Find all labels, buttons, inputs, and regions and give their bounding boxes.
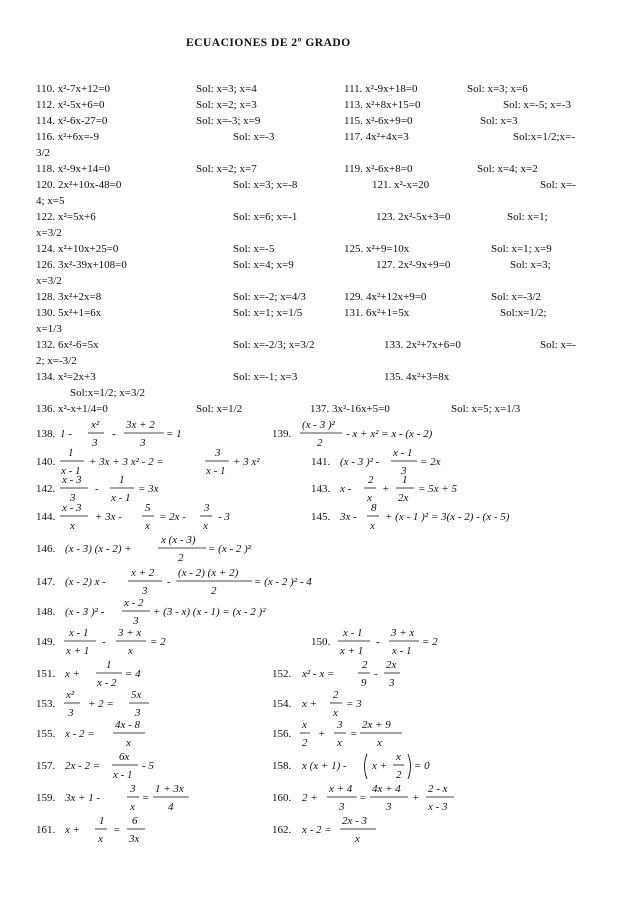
sol-111: Sol: x=3; x=6	[467, 83, 528, 95]
eq-148-den: 3	[133, 615, 139, 627]
eq-148-part: (x - 3 )² -	[65, 606, 105, 618]
eq-110: 110. x²-7x+12=0	[36, 83, 110, 95]
sol-132: Sol: x=-2/3; x=3/2	[233, 339, 315, 351]
eq-139-num: (x - 3 )²	[302, 419, 335, 431]
eq-160-num3: 2 - x	[428, 783, 448, 795]
eq-137: 137. 3x²-16x+5=0	[310, 403, 390, 415]
eq-138-num1: x²	[91, 419, 100, 431]
sol-124: Sol: x=-5	[233, 243, 275, 255]
eq-147-part: -	[167, 576, 171, 588]
eq-151-num: 1	[106, 659, 112, 671]
eq-150-num1: x - 1	[343, 627, 363, 639]
eq-160-num1: x + 4	[329, 783, 353, 795]
eq-161-part: =	[113, 824, 121, 836]
sol-121-cont: 4; x=5	[36, 195, 65, 207]
eq-147-num2: (x - 2) (x + 2)	[178, 567, 239, 579]
num-138: 138.	[36, 428, 56, 440]
eq-144-den1: x	[70, 520, 75, 532]
sol-128: Sol: x=-2; x=4/3	[233, 291, 306, 303]
eq-128: 128. 3x²+2x=8	[36, 291, 102, 303]
eq-145-part: 3x -	[340, 511, 357, 523]
eq-143-part: = 5x + 5	[418, 483, 457, 495]
eq-148-part: + (3 - x) (x - 1) = (x - 2 )²	[153, 606, 266, 618]
eq-153-den1: 3	[68, 707, 74, 719]
eq-112: 112. x²-5x+6=0	[36, 99, 105, 111]
eq-153-num1: x²	[66, 689, 75, 701]
num-158: 158.	[272, 760, 292, 772]
eq-139-den: 2	[317, 437, 323, 449]
eq-130: 130. 5x²+1=6x	[36, 307, 102, 319]
eq-161-den2: 3x	[129, 833, 140, 845]
eq-155-den: x	[126, 737, 131, 749]
num-156: 156.	[272, 728, 292, 740]
eq-156-part: +	[318, 728, 326, 740]
eq-150-num2: 3 + x	[391, 627, 415, 639]
eq-150-part: -	[376, 636, 380, 648]
eq-120: 120. 2x²+10x-48=0	[36, 179, 122, 191]
eq-132: 132. 6x²-6=5x	[36, 339, 99, 351]
eq-140-part: + 3 x²	[233, 456, 260, 468]
eq-160-part: +	[412, 792, 420, 804]
eq-141-part: (x - 3 )² -	[340, 456, 380, 468]
num-141: 141.	[311, 456, 331, 468]
eq-136: 136. x²-x+1/4=0	[36, 403, 108, 415]
eq-144-num1: x - 3	[62, 502, 82, 514]
eq-125: 125. x²+9=10x	[344, 243, 410, 255]
eq-126: 126. 3x²-39x+108=0	[36, 259, 127, 271]
eq-141-den: 3	[401, 465, 407, 477]
eq-160-part: 2 +	[302, 792, 318, 804]
eq-156-den2: x	[337, 737, 342, 749]
sol-133-cont: 2; x=-3/2	[36, 355, 77, 367]
num-161: 161.	[36, 824, 56, 836]
eq-152-part: -	[374, 668, 378, 680]
eq-140-den2: x - 1	[206, 465, 226, 477]
num-160: 160.	[272, 792, 292, 804]
left-paren	[365, 754, 368, 779]
eq-157-den: x - 1	[113, 769, 133, 781]
eq-142-den2: x - 1	[111, 492, 131, 504]
eq-150-den2: x - 1	[392, 645, 412, 657]
eq-143-num1: 2	[368, 474, 374, 486]
eq-156-den1: 2	[302, 737, 308, 749]
num-149: 149.	[36, 636, 56, 648]
eq-121: 121. x²-x=20	[372, 179, 430, 191]
sol-123-cont: x=3/2	[36, 227, 62, 239]
eq-159-num1: 3	[130, 783, 136, 795]
sol-137: Sol: x=5; x=1/3	[451, 403, 521, 415]
eq-140-num2: 3	[215, 447, 221, 459]
eq-158-num: x	[396, 751, 401, 763]
num-157: 157.	[36, 760, 56, 772]
eq-159-part: 3x + 1 -	[65, 792, 101, 804]
eq-162-den: x	[355, 833, 360, 845]
eq-141-num: x - 1	[393, 447, 413, 459]
eq-156-den3: x	[377, 737, 382, 749]
eq-138-part: = 1	[166, 428, 182, 440]
eq-140-num1: 1	[68, 447, 74, 459]
eq-155-part: x - 2 =	[65, 728, 95, 740]
sol-117-cont: 3/2	[36, 147, 51, 159]
eq-138-part: -	[112, 428, 116, 440]
eq-158-part: x +	[372, 760, 388, 772]
eq-160-den3: x - 3	[428, 801, 448, 813]
sol-113: Sol: x=-5; x=-3	[503, 99, 572, 111]
eq-142-part: -	[95, 483, 99, 495]
eq-153-part: + 2 =	[88, 698, 114, 710]
eq-143-den2: 2x	[398, 492, 409, 504]
eq-158-den: 2	[396, 769, 402, 781]
eq-156-num2: 3	[337, 719, 343, 731]
eq-154-den: x	[333, 707, 338, 719]
eq-158-part: = 0	[414, 760, 430, 772]
eq-143-den1: x	[367, 492, 372, 504]
num-151: 151.	[36, 668, 56, 680]
eq-149-den2: x	[128, 645, 133, 657]
right-paren	[408, 754, 411, 779]
eq-160-den1: 3	[339, 801, 345, 813]
eq-147-den1: 3	[142, 585, 148, 597]
eq-157-part: 2x - 2 =	[65, 760, 101, 772]
eq-153-den2: 3	[135, 707, 141, 719]
eq-134: 134. x²=2x+3	[36, 371, 96, 383]
eq-129: 129. 4x²+12x+9=0	[344, 291, 427, 303]
eq-147-den2: 2	[211, 585, 217, 597]
eq-158-part: x (x + 1) -	[302, 760, 347, 772]
eq-154-part: = 3	[346, 698, 362, 710]
eq-111: 111. x²-9x+18=0	[344, 83, 418, 95]
num-147: 147.	[36, 576, 56, 588]
eq-152-num1: 2	[362, 659, 368, 671]
eq-160-num2: 4x + 4	[372, 783, 401, 795]
eq-127: 127. 2x²-9x+9=0	[376, 259, 451, 271]
eq-142-part: = 3x	[138, 483, 159, 495]
eq-122: 122. x²=5x+6	[36, 211, 96, 223]
eq-160-den2: 3	[386, 801, 392, 813]
eq-146-den: 2	[178, 552, 184, 564]
eq-152-part: x² - x =	[302, 668, 335, 680]
eq-148-num: x - 2	[124, 597, 144, 609]
eq-154-part: x +	[302, 698, 318, 710]
sol-133: Sol: x=-	[540, 339, 576, 351]
eq-147-part: = (x - 2 )² - 4	[254, 576, 312, 588]
eq-154-num: 2	[333, 689, 339, 701]
eq-149-num2: 3 + x	[118, 627, 142, 639]
eq-131: 131. 6x²+1=5x	[344, 307, 410, 319]
eq-123: 123. 2x²-5x+3=0	[376, 211, 451, 223]
sol-116: Sol: x=-3	[233, 131, 275, 143]
eq-117: 117. 4x²+4x=3	[344, 131, 409, 143]
eq-149-den1: x + 1	[66, 645, 90, 657]
eq-124: 124. x²+10x+25=0	[36, 243, 119, 255]
eq-160-part: =	[359, 792, 367, 804]
eq-139-part: - x + x² = x - (x - 2)	[346, 428, 433, 440]
eq-153-num2: 5x	[131, 689, 142, 701]
num-148: 148.	[36, 606, 56, 618]
eq-149-num1: x - 1	[69, 627, 89, 639]
num-145: 145.	[311, 511, 331, 523]
num-159: 159.	[36, 792, 56, 804]
eq-144-den2: x	[145, 520, 150, 532]
num-139: 139.	[272, 428, 292, 440]
eq-150-part: = 2	[422, 636, 438, 648]
sol-131: Sol:x=1/2;	[500, 307, 547, 319]
eq-145-den: x	[370, 520, 375, 532]
eq-149-part: -	[102, 636, 106, 648]
eq-143-num2: 1	[402, 474, 408, 486]
eq-151-den: x - 2	[97, 677, 117, 689]
eq-162-part: x - 2 =	[302, 824, 332, 836]
eq-145-part: + (x - 1 )² = 3(x - 2) - (x - 5)	[385, 511, 510, 523]
eq-162-num: 2x - 3	[342, 815, 368, 827]
eq-138-part: 1 -	[60, 428, 72, 440]
sol-129: Sol: x=-3/2	[491, 291, 541, 303]
eq-152-num2: 2x	[386, 659, 397, 671]
eq-144-part: = 2x -	[159, 511, 186, 523]
sol-135: Sol:x=1/2; x=3/2	[70, 387, 146, 399]
num-150: 150.	[311, 636, 331, 648]
sol-121: Sol: x=-	[540, 179, 576, 191]
sol-127-cont: x=3/2	[36, 275, 62, 287]
eq-147-part: (x - 2) x -	[65, 576, 106, 588]
sol-130: Sol: x=1; x=1/5	[233, 307, 303, 319]
eq-138-num2: 3x + 2	[126, 419, 155, 431]
sol-120: Sol: x=3; x=-8	[233, 179, 298, 191]
sol-127: Sol: x=3;	[510, 259, 551, 271]
eq-144-den3: x	[203, 520, 208, 532]
eq-161-part: x +	[65, 824, 81, 836]
eq-151-part: x +	[65, 668, 81, 680]
eq-146-part: = (x - 2 )²	[208, 543, 252, 555]
num-142: 142.	[36, 483, 56, 495]
eq-144-num3: 3	[204, 502, 210, 514]
eq-156-num3: 2x + 9	[362, 719, 391, 731]
eq-144-part: - 3	[218, 511, 230, 523]
eq-146-num: x (x - 3)	[161, 534, 196, 546]
eq-151-part: = 4	[125, 668, 141, 680]
sol-134: Sol: x=-1; x=3	[233, 371, 298, 383]
eq-152-den2: 3	[389, 677, 395, 689]
eq-118: 118. x²-9x+14=0	[36, 163, 110, 175]
eq-135: 135. 4x²+3=8x	[384, 371, 450, 383]
eq-146-part: (x - 3) (x - 2) +	[65, 543, 132, 555]
eq-116: 116. x²+6x=-9	[36, 131, 99, 143]
sol-125: Sol: x=1; x=9	[491, 243, 552, 255]
num-143: 143.	[311, 483, 331, 495]
sol-136: Sol: x=1/2	[196, 403, 243, 415]
eq-147-num1: x + 2	[131, 567, 155, 579]
num-154: 154.	[272, 698, 292, 710]
eq-159-num2: 1 + 3x	[155, 783, 184, 795]
eq-142-num2: 1	[119, 474, 125, 486]
sol-131-cont: x=1/3	[36, 323, 62, 335]
num-155: 155.	[36, 728, 56, 740]
eq-143-part: +	[382, 483, 390, 495]
eq-156-part: =	[350, 728, 358, 740]
sol-117: Sol:x=1/2;x=-	[513, 131, 575, 143]
eq-113: 113. x²+8x+15=0	[344, 99, 421, 111]
sol-122: Sol: x=6; x=-1	[233, 211, 298, 223]
eq-133: 133. 2x²+7x+6=0	[384, 339, 461, 351]
eq-159-part: =	[142, 792, 150, 804]
eq-142-den1: 3	[70, 492, 76, 504]
num-153: 153.	[36, 698, 56, 710]
sol-114: Sol: x=-3; x=9	[196, 115, 261, 127]
eq-115: 115. x²-6x+9=0	[344, 115, 413, 127]
num-140: 140.	[36, 456, 56, 468]
sol-112: Sol: x=2; x=3	[196, 99, 257, 111]
page-title: ECUACIONES DE 2º GRADO	[186, 37, 351, 49]
num-162: 162.	[272, 824, 292, 836]
eq-150-den1: x + 1	[340, 645, 364, 657]
eq-159-den2: 4	[168, 801, 174, 813]
eq-140-part: + 3x + 3 x² - 2 =	[89, 456, 164, 468]
eq-119: 119. x²-6x+8=0	[344, 163, 413, 175]
eq-138-den1: 3	[92, 437, 98, 449]
eq-152-den1: 9	[361, 677, 367, 689]
eq-140-den1: x - 1	[61, 465, 81, 477]
eq-114: 114. x²-6x-27=0	[36, 115, 108, 127]
sol-126: Sol: x=4; x=9	[233, 259, 294, 271]
num-144: 144.	[36, 511, 56, 523]
num-152: 152.	[272, 668, 292, 680]
eq-142-num1: x - 3	[62, 474, 82, 486]
eq-161-den1: x	[98, 833, 103, 845]
eq-159-den1: x	[130, 801, 135, 813]
eq-155-num: 4x - 8	[115, 719, 141, 731]
eq-161-num2: 6	[132, 815, 138, 827]
eq-161-num1: 1	[99, 815, 105, 827]
sol-115: Sol: x=3	[480, 115, 518, 127]
eq-156-num1: x	[302, 719, 307, 731]
eq-157-part: - 5	[142, 760, 154, 772]
eq-149-part: = 2	[150, 636, 166, 648]
eq-144-num2: 5	[145, 502, 151, 514]
eq-145-num: 8	[371, 502, 377, 514]
sol-118: Sol: x=2; x=7	[196, 163, 257, 175]
eq-141-part: = 2x	[420, 456, 441, 468]
sol-123: Sol: x=1;	[507, 211, 548, 223]
eq-138-den2: 3	[140, 437, 146, 449]
sol-110: Sol: x=3; x=4	[196, 83, 257, 95]
eq-157-num: 6x	[119, 751, 130, 763]
num-146: 146.	[36, 543, 56, 555]
eq-143-part: x -	[340, 483, 352, 495]
eq-144-part: + 3x -	[95, 511, 122, 523]
sol-119: Sol: x=4; x=2	[477, 163, 538, 175]
